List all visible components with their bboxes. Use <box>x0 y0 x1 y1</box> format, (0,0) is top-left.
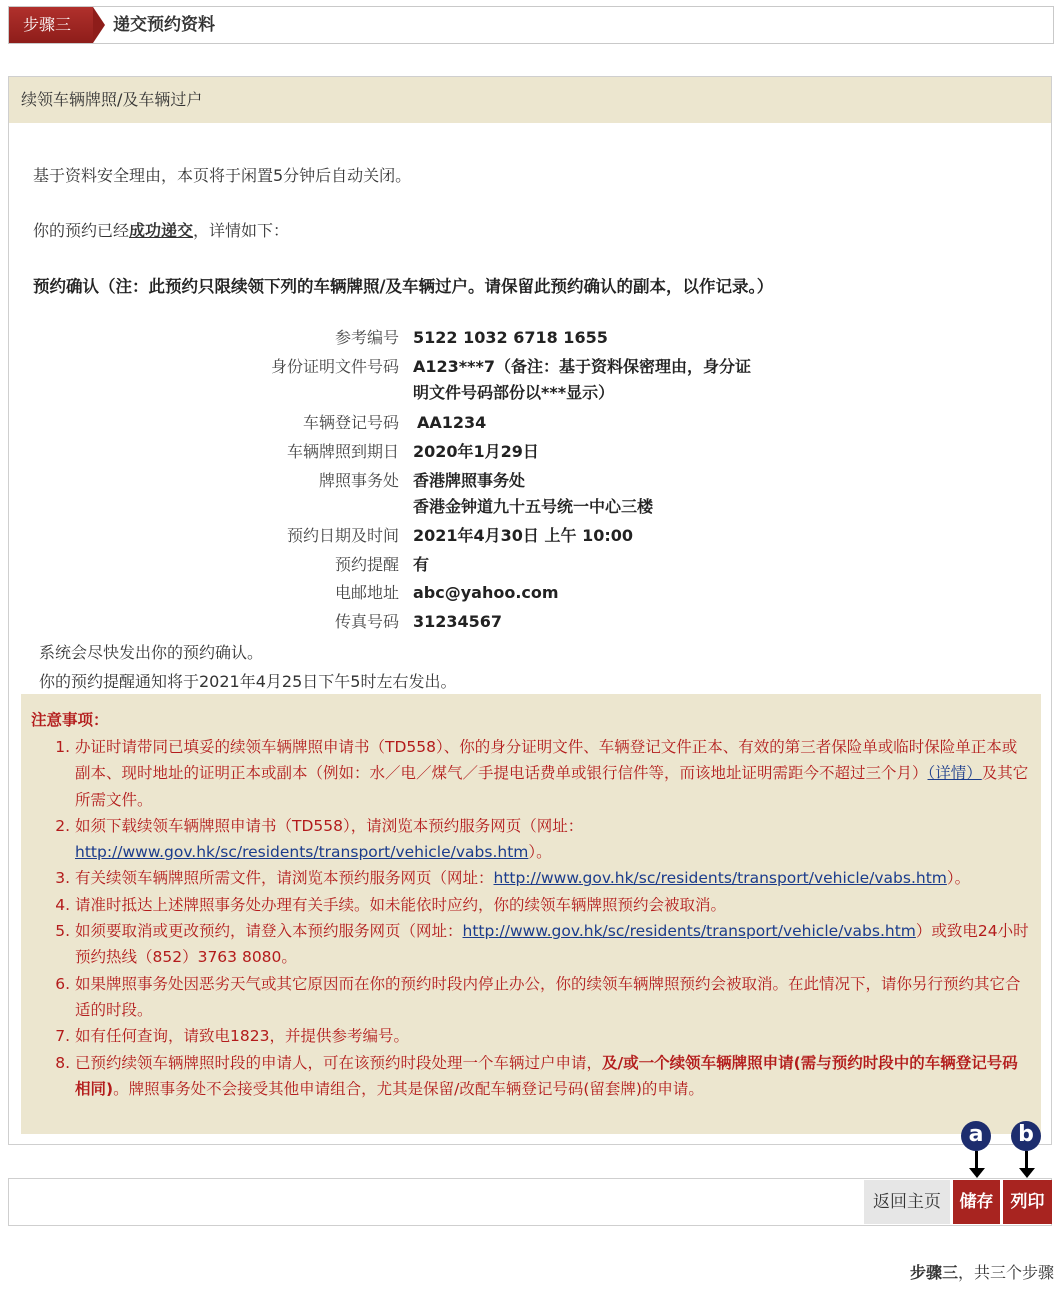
detail-value: 5122 1032 6718 1655 <box>413 328 608 347</box>
detail-label: 传真号码 <box>334 612 399 631</box>
note-item: 6. 如果牌照事务处因恶劣天气或其它原因而在你的预约时段内停止办公，你的续领车辆牌照预约会被取消。在此情况下，请你另行预约其它合适的时段。 <box>75 971 1031 1024</box>
submitted-prefix: 你的预约已经 <box>33 221 130 240</box>
submitted-suffix: ，详情如下： <box>193 221 290 240</box>
arrow-head-icon <box>969 1168 985 1178</box>
step-title: 递交预约资料 <box>113 15 215 35</box>
system-notice-reminder: 你的预约提醒通知将于2021年4月25日下午5时左右发出。 <box>39 672 457 691</box>
vabs-url-link[interactable]: http://www.gov.hk/sc/residents/transport/vehicle/vabs.htm <box>493 869 947 888</box>
note-item: 2. 如须下载续领车辆牌照申请书（TD558），请浏览本预约服务网页（网址：http://www.gov.hk/sc/residents/transport/vehicle/vabs.htm）。 <box>75 813 1031 866</box>
detail-value: 2020年1月29日 <box>413 442 539 461</box>
timeout-notice: 基于资料安全理由，本页将于闲置5分钟后自动关闭。 <box>33 166 412 185</box>
step-arrow-icon <box>93 7 105 43</box>
back-home-button[interactable]: 返回主页 <box>864 1180 950 1224</box>
note-item: 7. 如有任何查询，请致电1823，并提供参考编号。 <box>75 1023 1031 1049</box>
submitted-status: 成功递交 <box>129 221 194 240</box>
detail-label: 参考编号 <box>334 328 399 347</box>
step-indicator <box>910 1260 1054 1283</box>
arrow-head-icon <box>1019 1168 1035 1178</box>
note-item: 8. 已预约续领车辆牌照时段的申请人，可在该预约时段处理一个车辆过户申请，及/或一个续领车辆牌照申请(需与预约时段中的车辆登记号码相同)。牌照事务处不会接受其他申请组合，尤其是保留/改配车辆登记号码(留套牌)的申请。 <box>75 1050 1031 1103</box>
office-name: 香港牌照事务处 <box>413 471 526 490</box>
detail-label: 身份证明文件号码 <box>270 357 399 376</box>
step-badge: 步骤三 <box>9 7 93 43</box>
detail-label: 车辆牌照到期日 <box>286 442 399 461</box>
vabs-url-link[interactable]: http://www.gov.hk/sc/residents/transport/vehicle/vabs.htm <box>75 843 529 862</box>
detail-value: 有 <box>413 555 430 574</box>
detail-label: 预约提醒 <box>334 555 399 574</box>
detail-label: 牌照事务处 <box>318 471 399 490</box>
print-button[interactable]: 列印 <box>1003 1180 1052 1224</box>
note-emphasis: 及/或一个续领车辆牌照申请(需与预约时段中的车辆登记号码相同) <box>75 1053 1018 1098</box>
note-item: 4. 请准时抵达上述牌照事务处办理有关手续。如未能依时应约，你的续领车辆牌照预约会被取消。 <box>75 892 1031 918</box>
arrow-down-icon <box>1025 1151 1028 1169</box>
panel-header: 续领车辆牌照/及车辆过户 <box>9 77 1051 123</box>
detail-label: 车辆登记号码 <box>302 413 399 432</box>
notes-title: 注意事项： <box>31 711 109 729</box>
office-address: 香港金钟道九十五号统一中心三楼 <box>413 497 654 516</box>
note-item: 3. 有关续领车辆牌照所需文件，请浏览本预约服务网页（网址：http://www.gov.hk/sc/residents/transport/vehicle/vabs.htm）。 <box>75 865 1031 891</box>
details-link[interactable]: （详情） <box>927 764 982 783</box>
notes-list <box>31 734 1031 1102</box>
detail-value: 2021年4月30日 上午 10:00 <box>413 526 634 545</box>
notes-box <box>21 694 1041 1134</box>
step-indicator-total: ，共三个步骤 <box>957 1263 1054 1282</box>
submitted-notice <box>33 218 289 241</box>
detail-label: 电邮地址 <box>334 583 399 602</box>
confirmation-title: 预约确认（注：此预约只限续领下列的车辆牌照/及车辆过户。请保留此预约确认的副本，以作记录。） <box>33 277 774 296</box>
step-indicator-current: 步骤三 <box>909 1263 958 1282</box>
system-notice-confirmation: 系统会尽快发出你的预约确认。 <box>39 643 264 662</box>
detail-value <box>413 468 773 520</box>
detail-value: 31234567 <box>413 612 503 631</box>
detail-value: abc@yahoo.com <box>413 583 559 602</box>
marker-b-icon: b <box>1011 1121 1041 1151</box>
marker-a-icon: a <box>961 1121 991 1151</box>
note-item: 5. 如须要取消或更改预约，请登入本预约服务网页（网址：http://www.gov.hk/sc/residents/transport/vehicle/vabs.htm）或致电24小时预约热线（852）3763 8080。 <box>75 918 1031 971</box>
save-button[interactable]: 储存 <box>953 1180 1000 1224</box>
appointment-panel <box>8 76 1052 1145</box>
vabs-url-link[interactable]: http://www.gov.hk/sc/residents/transport/vehicle/vabs.htm <box>462 922 916 941</box>
detail-value: AA1234 <box>417 413 487 432</box>
detail-value: A123***7（备注：基于资料保密理由，身分证明文件号码部份以***显示） <box>413 357 752 402</box>
arrow-down-icon <box>975 1151 978 1169</box>
step-header <box>8 6 1054 44</box>
detail-label: 预约日期及时间 <box>286 526 399 545</box>
note-item: 1. 办证时请带同已填妥的续领车辆牌照申请书（TD558）、你的身分证明文件、车辆登记文件正本、有效的第三者保险单或临时保险单正本或副本、现时地址的证明正本或副本（例如：水／电／煤气／手提电话费单或银行信件等，而该地址证明需距今不超过三个月）（详情）及其它所需文件。 <box>75 734 1031 813</box>
